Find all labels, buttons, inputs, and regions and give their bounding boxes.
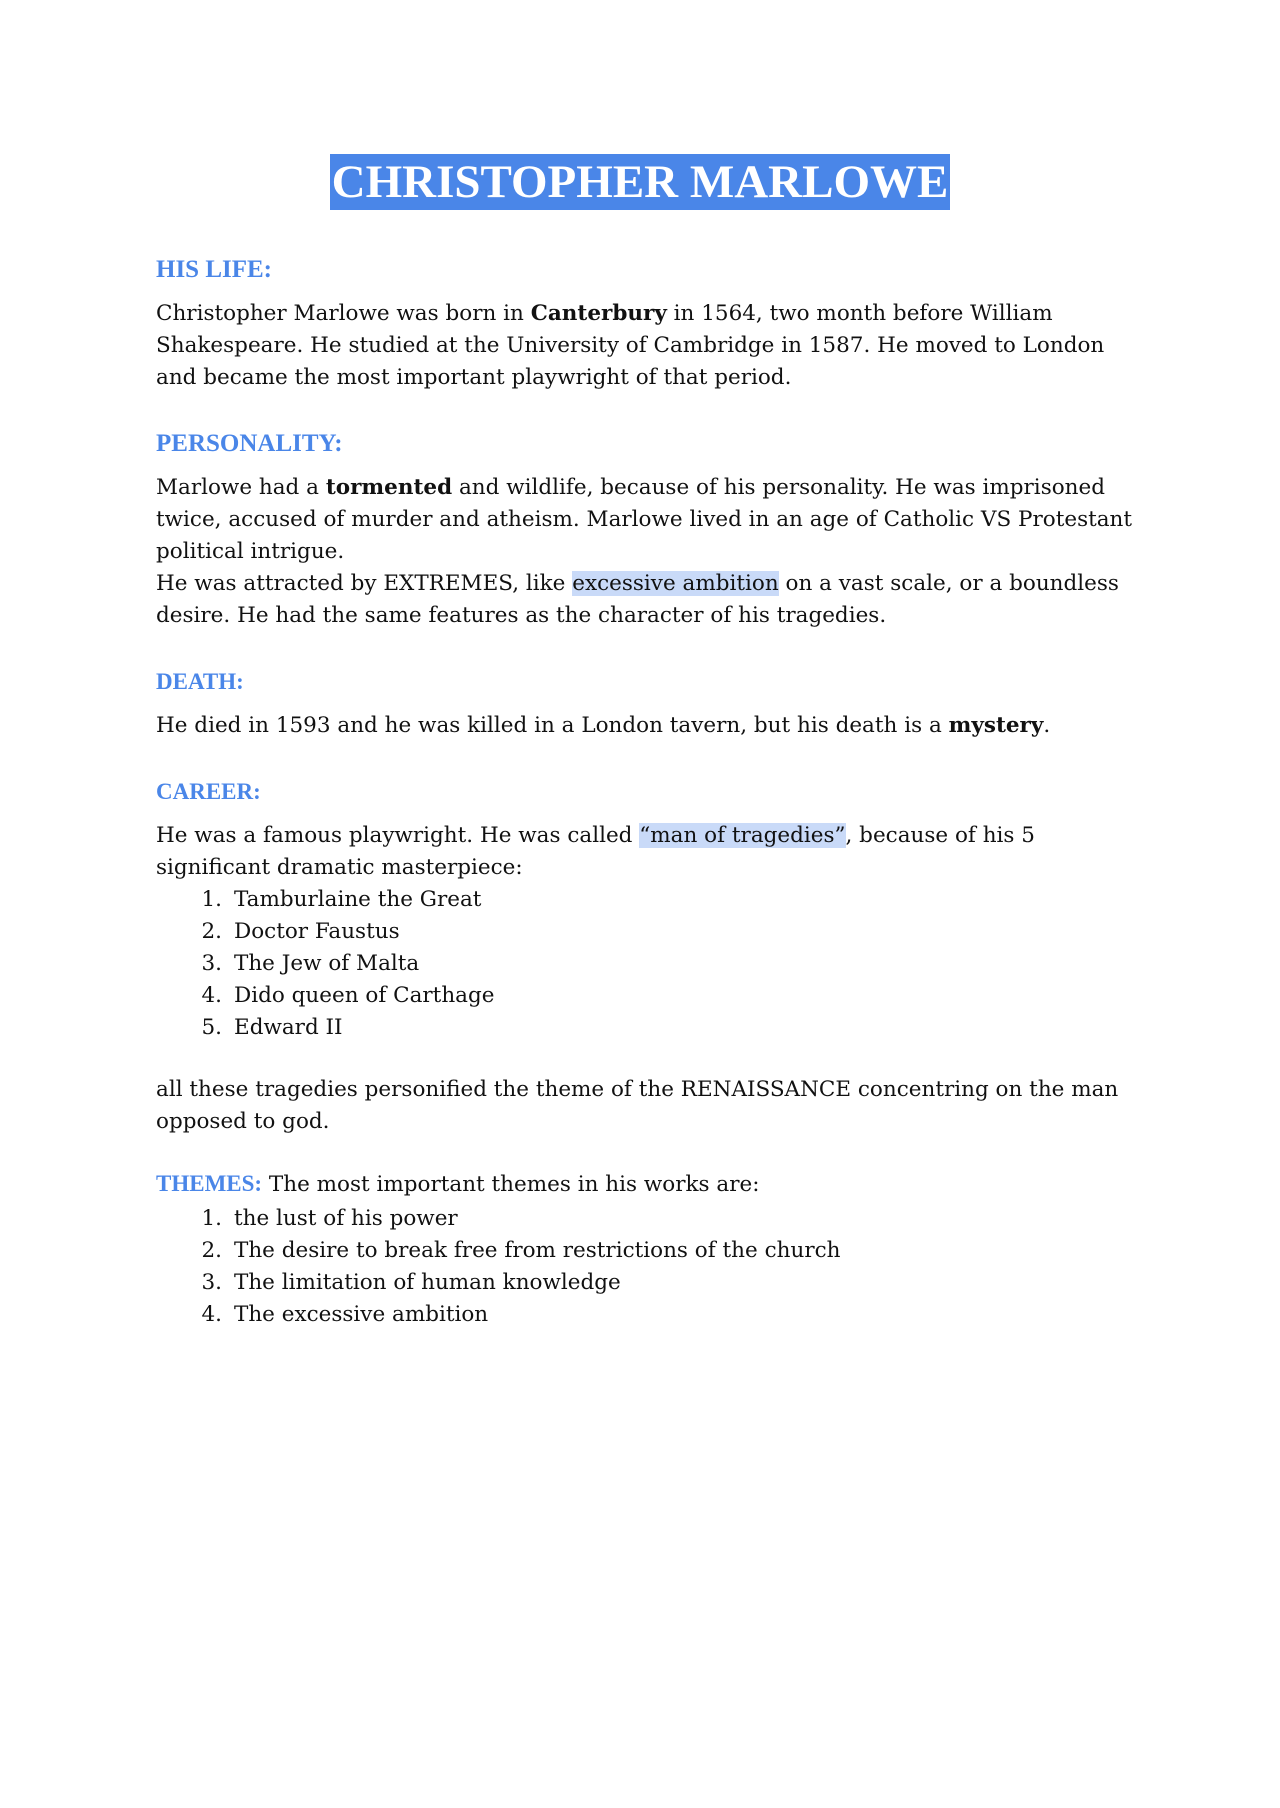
list-number: 1. [201,887,222,912]
list-number: 2. [201,919,222,944]
title-container [0,154,1280,210]
list-text: The desire to break free from restrictions of the church [234,1238,841,1263]
heading-career: CAREER: [156,779,261,804]
list-item [201,1012,1136,1044]
death-bold-mystery: mystery [948,713,1044,738]
list-item [201,884,1136,916]
document-body [156,254,1136,1331]
life-text-1: Christopher Marlowe was born in [156,301,531,326]
personality-text-1: Marlowe had a [156,475,326,500]
personality-text-3: He was attracted by EXTREMES, like [156,571,573,596]
personality-text-2: and wildlife, because of his personality. He was imprisoned twice, accused of murder and atheism. Marlowe lived in an age of Catholic VS Protestant political intrigue. [156,475,1133,564]
death-text-2: . [1043,713,1051,738]
list-item [201,1299,1136,1331]
heading-death: DEATH: [156,669,244,694]
list-text: Dido queen of Carthage [234,983,495,1008]
list-item [201,1203,1136,1235]
career-highlight: “man of tragedies” [639,823,846,848]
career-text-2: , because of his 5 significant dramatic masterpiece: [156,823,1035,880]
themes-intro-line [156,1168,1136,1201]
themes-list [156,1203,1136,1331]
list-number: 3. [201,1270,222,1295]
list-number: 4. [201,983,222,1008]
works-list [156,884,1136,1044]
personality-paragraph-1 [156,472,1136,568]
list-item [201,1267,1136,1299]
list-text: The limitation of human knowledge [234,1270,621,1295]
list-number: 1. [201,1206,222,1231]
list-number: 3. [201,951,222,976]
heading-personality: PERSONALITY: [156,430,343,457]
themes-intro-text: The most important themes in his works are: [262,1172,760,1197]
list-text: Edward II [234,1015,343,1040]
list-text: Tamburlaine the Great [234,887,482,912]
heading-his-life: HIS LIFE: [156,256,273,283]
life-bold-canterbury: Canterbury [530,301,667,326]
list-number: 2. [201,1238,222,1263]
list-item [201,948,1136,980]
list-number: 4. [201,1302,222,1327]
list-number: 5. [201,1015,222,1040]
page-title: CHRISTOPHER MARLOWE [331,156,949,208]
personality-bold-tormented: tormented [325,475,453,500]
career-paragraph [156,820,1136,884]
list-item [201,916,1136,948]
death-text-1: He died in 1593 and he was killed in a London tavern, but his death is a [156,713,949,738]
career-closing-paragraph: all these tragedies personified the theme of the RENAISSANCE concentring on the man opposed to god. [156,1077,1119,1134]
life-text-2: in 1564, two month before William Shakespeare. He studied at the University of Cambridge in 1587. He moved to London and became the most important playwright of that period. [156,301,1105,390]
career-text-1: He was a famous playwright. He was called [156,823,640,848]
personality-paragraph-2 [156,568,1136,632]
heading-themes: THEMES: [156,1171,263,1196]
death-paragraph [156,710,1136,742]
list-text: Doctor Faustus [234,919,400,944]
list-text: The Jew of Malta [234,951,420,976]
list-text: the lust of his power [234,1206,458,1231]
list-text: The excessive ambition [234,1302,489,1327]
list-item [201,980,1136,1012]
life-paragraph [156,298,1136,394]
personality-highlight: excessive ambition [572,571,779,596]
personality-text-4: on a vast scale, or a boundless desire. He had the same features as the character of his tragedies. [156,571,1119,628]
list-item [201,1235,1136,1267]
